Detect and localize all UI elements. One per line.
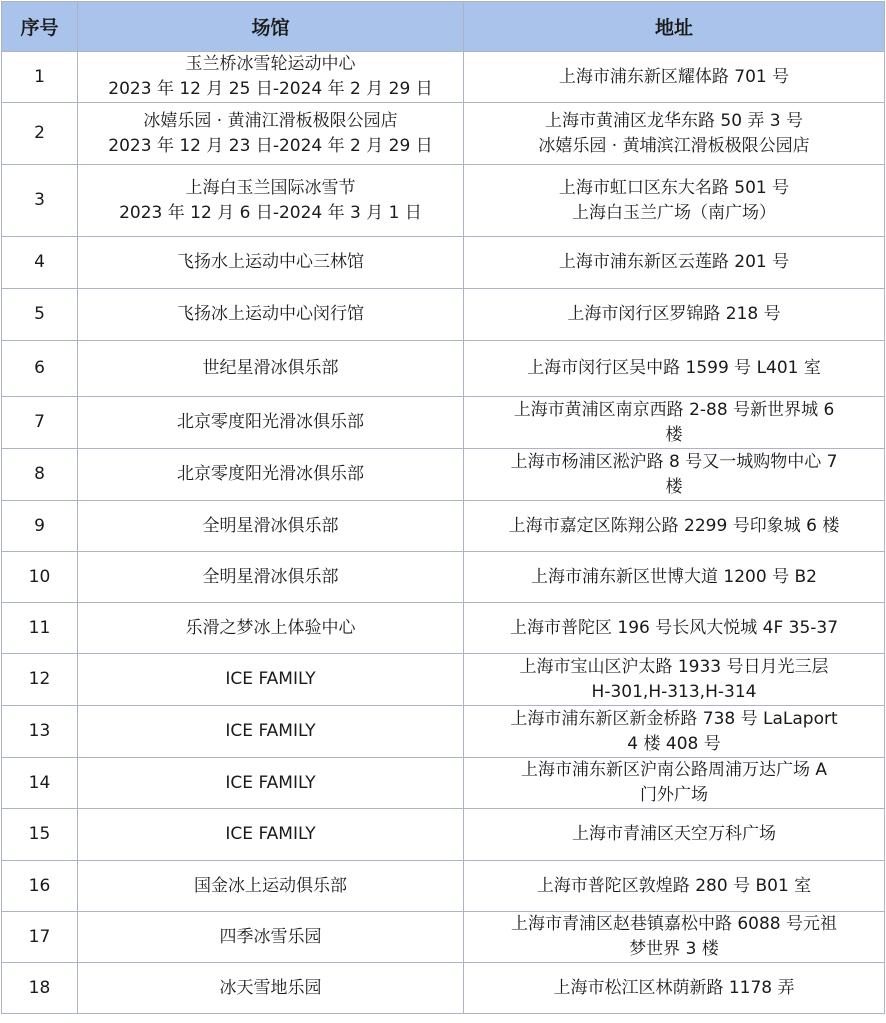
address-line: 冰嬉乐园 · 黄埔滨江滑板极限公园店	[538, 135, 810, 156]
table-row	[2, 758, 885, 809]
venue-cell	[78, 237, 464, 289]
row-number: 13	[2, 706, 78, 758]
table-row	[2, 654, 885, 706]
venue-line: 2023 年 12 月 6 日-2024 年 3 月 1 日	[119, 202, 422, 223]
venue-line: 北京零度阳光滑冰俱乐部	[177, 464, 364, 484]
venue-cell	[78, 809, 464, 861]
address-cell	[464, 654, 885, 706]
address-line: 梦世界 3 楼	[629, 939, 719, 959]
venue-line: 飞扬水上运动中心三林馆	[177, 252, 364, 272]
address-cell	[464, 501, 885, 552]
table-row	[2, 706, 885, 758]
venue-line: 飞扬冰上运动中心闵行馆	[177, 304, 364, 324]
address-line: 上海市浦东新区新金桥路 738 号 LaLaport	[510, 708, 838, 729]
row-number: 1	[2, 52, 78, 103]
venue-cell	[78, 552, 464, 603]
table-row	[2, 449, 885, 501]
table-row	[2, 341, 885, 397]
table-row	[2, 397, 885, 449]
row-number: 16	[2, 861, 78, 912]
address-cell	[464, 603, 885, 654]
venue-line: ICE FAMILY	[225, 721, 316, 741]
address-line: 上海市闵行区吴中路 1599 号 L401 室	[527, 358, 821, 378]
address-line: 上海市普陀区敦煌路 280 号 B01 室	[536, 875, 812, 896]
address-cell	[464, 449, 885, 501]
venue-line: 2023 年 12 月 25 日-2024 年 2 月 29 日	[108, 79, 433, 99]
venue-line: 乐滑之梦冰上体验中心	[185, 617, 356, 638]
venue-cell	[78, 654, 464, 706]
venue-cell	[78, 501, 464, 552]
row-number: 18	[2, 963, 78, 1014]
row-number: 12	[2, 654, 78, 706]
address-line: 上海市浦东新区世博大道 1200 号 B2	[531, 566, 817, 587]
address-cell	[464, 103, 885, 165]
venue-cell	[78, 758, 464, 809]
venue-cell	[78, 706, 464, 758]
address-line: 4 楼 408 号	[627, 733, 721, 754]
table-row	[2, 603, 885, 654]
header-address: 地址	[464, 2, 885, 52]
address-line: 上海市青浦区天空万科广场	[572, 824, 776, 844]
address-cell	[464, 341, 885, 397]
row-number: 3	[2, 165, 78, 237]
venue-cell	[78, 289, 464, 341]
row-number: 7	[2, 397, 78, 449]
table-row	[2, 165, 885, 237]
address-cell	[464, 758, 885, 809]
venue-line: 2023 年 12 月 23 日-2024 年 2 月 29 日	[108, 135, 433, 156]
address-line: 上海市宝山区沪太路 1933 号日月光三层	[519, 656, 829, 677]
row-number: 6	[2, 341, 78, 397]
venue-cell	[78, 912, 464, 963]
venue-cell	[78, 449, 464, 501]
row-number: 10	[2, 552, 78, 603]
address-line: H-301,H-313,H-314	[591, 681, 757, 702]
venue-line: ICE FAMILY	[225, 772, 316, 793]
venue-cell	[78, 603, 464, 654]
table-row	[2, 289, 885, 341]
address-line: 门外广场	[640, 785, 708, 805]
row-number: 5	[2, 289, 78, 341]
address-line: 上海市黄浦区南京西路 2-88 号新世界城 6	[513, 399, 835, 420]
table-row	[2, 552, 885, 603]
table-row	[2, 103, 885, 165]
address-cell	[464, 52, 885, 103]
venue-line: 全明星滑冰俱乐部	[202, 515, 339, 536]
table-row	[2, 52, 885, 103]
address-line: 上海市黄浦区龙华东路 50 弄 3 号	[544, 110, 804, 131]
address-cell	[464, 289, 885, 341]
venue-line: 上海白玉兰国际冰雪节	[185, 177, 356, 198]
address-cell	[464, 861, 885, 912]
row-number: 4	[2, 237, 78, 289]
row-number: 9	[2, 501, 78, 552]
address-cell	[464, 397, 885, 449]
header-row	[2, 2, 885, 52]
address-cell	[464, 809, 885, 861]
venue-line: 北京零度阳光滑冰俱乐部	[177, 412, 364, 432]
address-line: 上海市浦东新区耀体路 701 号	[558, 66, 790, 87]
venue-line: ICE FAMILY	[225, 824, 316, 844]
venue-cell	[78, 963, 464, 1014]
address-line: 上海市浦东新区沪南公路周浦万达广场 A	[520, 760, 828, 780]
row-number: 15	[2, 809, 78, 861]
row-number: 11	[2, 603, 78, 654]
table-row	[2, 237, 885, 289]
row-number: 14	[2, 758, 78, 809]
venue-line: ICE FAMILY	[225, 669, 316, 689]
address-line: 上海白玉兰广场（南广场）	[572, 202, 776, 223]
address-line: 上海市虹口区东大名路 501 号	[558, 177, 790, 198]
address-line: 楼	[665, 424, 683, 445]
venue-cell	[78, 341, 464, 397]
venue-line: 玉兰桥冰雪轮运动中心	[185, 54, 356, 74]
address-line: 上海市青浦区赵巷镇嘉松中路 6088 号元祖	[510, 914, 838, 934]
venue-table	[1, 1, 885, 1014]
venue-cell	[78, 52, 464, 103]
address-line: 楼	[665, 476, 683, 497]
table-row	[2, 809, 885, 861]
address-cell	[464, 552, 885, 603]
address-cell	[464, 706, 885, 758]
address-cell	[464, 963, 885, 1014]
table-row	[2, 861, 885, 912]
address-line: 上海市普陀区 196 号长风大悦城 4F 35-37	[509, 617, 839, 638]
row-number: 8	[2, 449, 78, 501]
header-venue: 场馆	[78, 2, 464, 52]
address-line: 上海市松江区林荫新路 1178 弄	[553, 977, 795, 998]
address-line: 上海市浦东新区云莲路 201 号	[558, 252, 790, 272]
address-cell	[464, 165, 885, 237]
row-number: 2	[2, 103, 78, 165]
venue-cell	[78, 165, 464, 237]
venue-line: 全明星滑冰俱乐部	[202, 566, 339, 587]
venue-cell	[78, 861, 464, 912]
venue-cell	[78, 397, 464, 449]
address-line: 上海市杨浦区淞沪路 8 号又一城购物中心 7	[510, 451, 838, 472]
table-row	[2, 501, 885, 552]
address-line: 上海市嘉定区陈翔公路 2299 号印象城 6 楼	[508, 515, 840, 536]
venue-line: 冰嬉乐园 · 黄浦江滑板极限公园店	[143, 110, 398, 131]
venue-cell	[78, 103, 464, 165]
table-row	[2, 963, 885, 1014]
venue-line: 世纪星滑冰俱乐部	[202, 358, 339, 378]
table-body	[2, 52, 885, 1014]
address-cell	[464, 912, 885, 963]
venue-line: 四季冰雪乐园	[219, 926, 322, 947]
venue-line: 国金冰上运动俱乐部	[194, 875, 347, 896]
row-number: 17	[2, 912, 78, 963]
address-cell	[464, 237, 885, 289]
header-no: 序号	[2, 2, 78, 52]
address-line: 上海市闵行区罗锦路 218 号	[567, 304, 781, 324]
venue-line: 冰天雪地乐园	[219, 977, 322, 998]
table-row	[2, 912, 885, 963]
